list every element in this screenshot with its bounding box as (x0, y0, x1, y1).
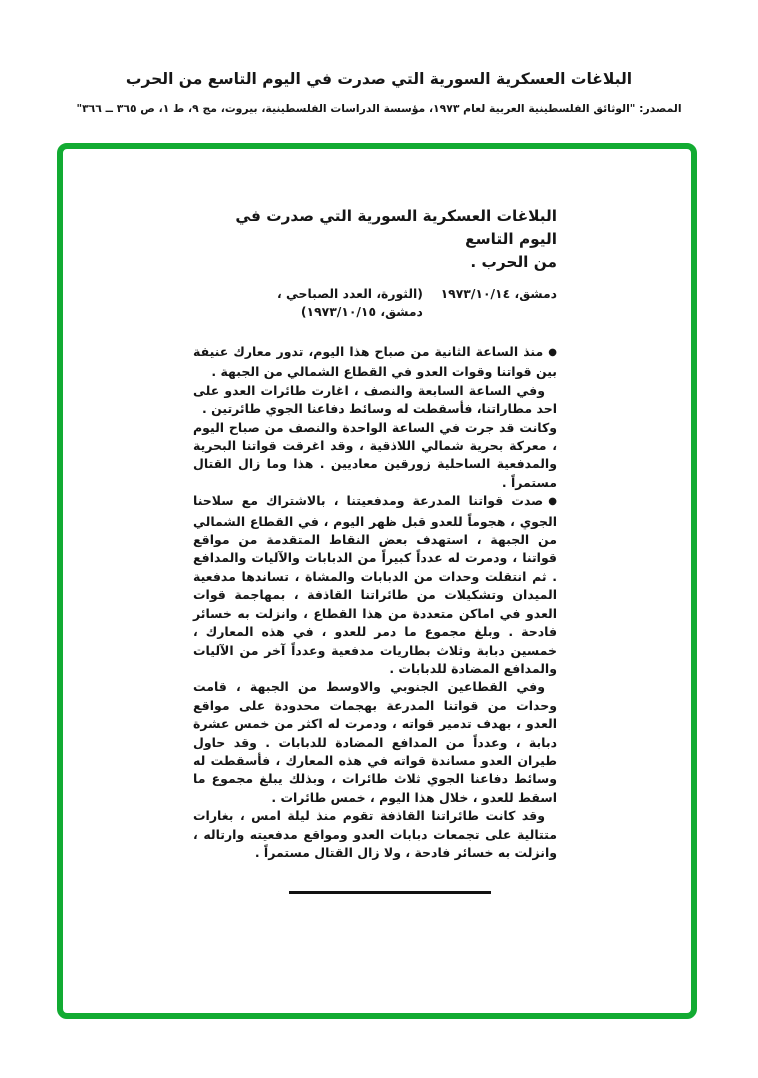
document-body (193, 205, 557, 894)
document-title-line2: من الحرب . (470, 253, 557, 271)
paragraph: وفي القطاعين الجنوبي والاوسط من الجبهة ، قامت وحدات من قواتنا المدرعة بهجمات محدودة على مواقع العدو ، بهدف تدمير قواته ، ودمرت له اكثر من خمس عشرة دبابة ، وعدداً من المدافع المضادة للدبابات . وقد حاول طيران العدو مساندة قواته في هذه المعارك ، فأسقطت له وسائط دفاعنا الجوي ثلاث طائرات ، وبذلك يبلغ مجموع ما اسقط للعدو ، خلال هذا اليوم ، خمس طائرات . (193, 679, 557, 805)
document-paragraphs (193, 343, 557, 862)
end-divider (289, 891, 491, 894)
dateline-publication-line2: دمشق، ١٩٧٣/١٠/١٥) (300, 304, 423, 319)
paragraph: وقد كانت طائراتنا القاذفة تقوم منذ ليلة امس ، بغارات متتالية على تجمعات دبابات العدو ومواقع مدفعيته وارتاله ، وانزلت به خسائر فادحة ، ولا زال القتال مستمراً . (193, 808, 557, 860)
communique-paragraph: ●صدت قواتنا المدرعة ومدفعيتنا ، بالاشتراك مع سلاحنا الجوي ، هجوماً للعدو قبل ظهر اليوم ، في القطاع الشمالي من الجبهة ، استهدف بعض النقاط المتقدمة من مواقع قواتنا ، ودمرت له عدداً كبيراً من الدبابات والآليات والمدافع . ثم انتقلت وحدات من الدبابات والمشاة ، تساندها مدفعية الميدان وتشكيلات من طائراتنا القاذفة ، بمهاجمة قوات العدو في اماكن متعددة من هذا القطاع ، وانزلت به خسائر فادحة . وبلغ مجموع ما دمر للعدو ، في هذه المعارك ، خمسين دبابة وثلاث بطاريات مدفعية وعدداً آخر من الآليات والمدافع المضادة للدبابات . (193, 493, 557, 676)
document-title (193, 205, 557, 274)
dateline-publication (277, 285, 423, 321)
dateline (193, 285, 557, 335)
bullet-icon: ● (548, 496, 557, 508)
bullet-icon: ● (548, 347, 557, 358)
paragraph: وفي الساعة السابعة والنصف ، اغارت طائرات العدو على احد مطاراتنا، فأسقطت له وسائط دفاعنا الجوي طائرتين . (193, 382, 557, 417)
communique-paragraph: ●منذ الساعة الثانية من صباح هذا اليوم، تدور معارك عنيفة بين قواتنا وقوات العدو في القطاع الشمالي من الجبهة . (193, 344, 557, 380)
paragraph: وكانت قد جرت في الساعة الواحدة والنصف من صباح اليوم ، معركة بحرية شمالي اللاذقية ، وقد اغرقت قواتنا البحرية والمدفعية الساحلية زورقين معاديين . هذا وما زال القتال مستمراً . (193, 419, 557, 490)
source-citation: المصدر: "الوثائق الفلسطينية العربية لعام ١٩٧٣، مؤسسة الدراسات الفلسطينية، بيروت، مج ٩، ط ١، ص ٣٦٥ ــ ٣٦٦" (76, 102, 682, 115)
dateline-place-date: دمشق، ١٩٧٣/١٠/١٤ (440, 286, 557, 301)
dateline-publication-line1: (الثورة، العدد الصباحي ، (277, 286, 423, 301)
document-frame (57, 143, 697, 1019)
document-title-line1: البلاغات العسكرية السورية التي صدرت في اليوم التاسع (235, 207, 557, 248)
page-title: البلاغات العسكرية السورية التي صدرت في اليوم التاسع من الحرب (125, 70, 633, 88)
